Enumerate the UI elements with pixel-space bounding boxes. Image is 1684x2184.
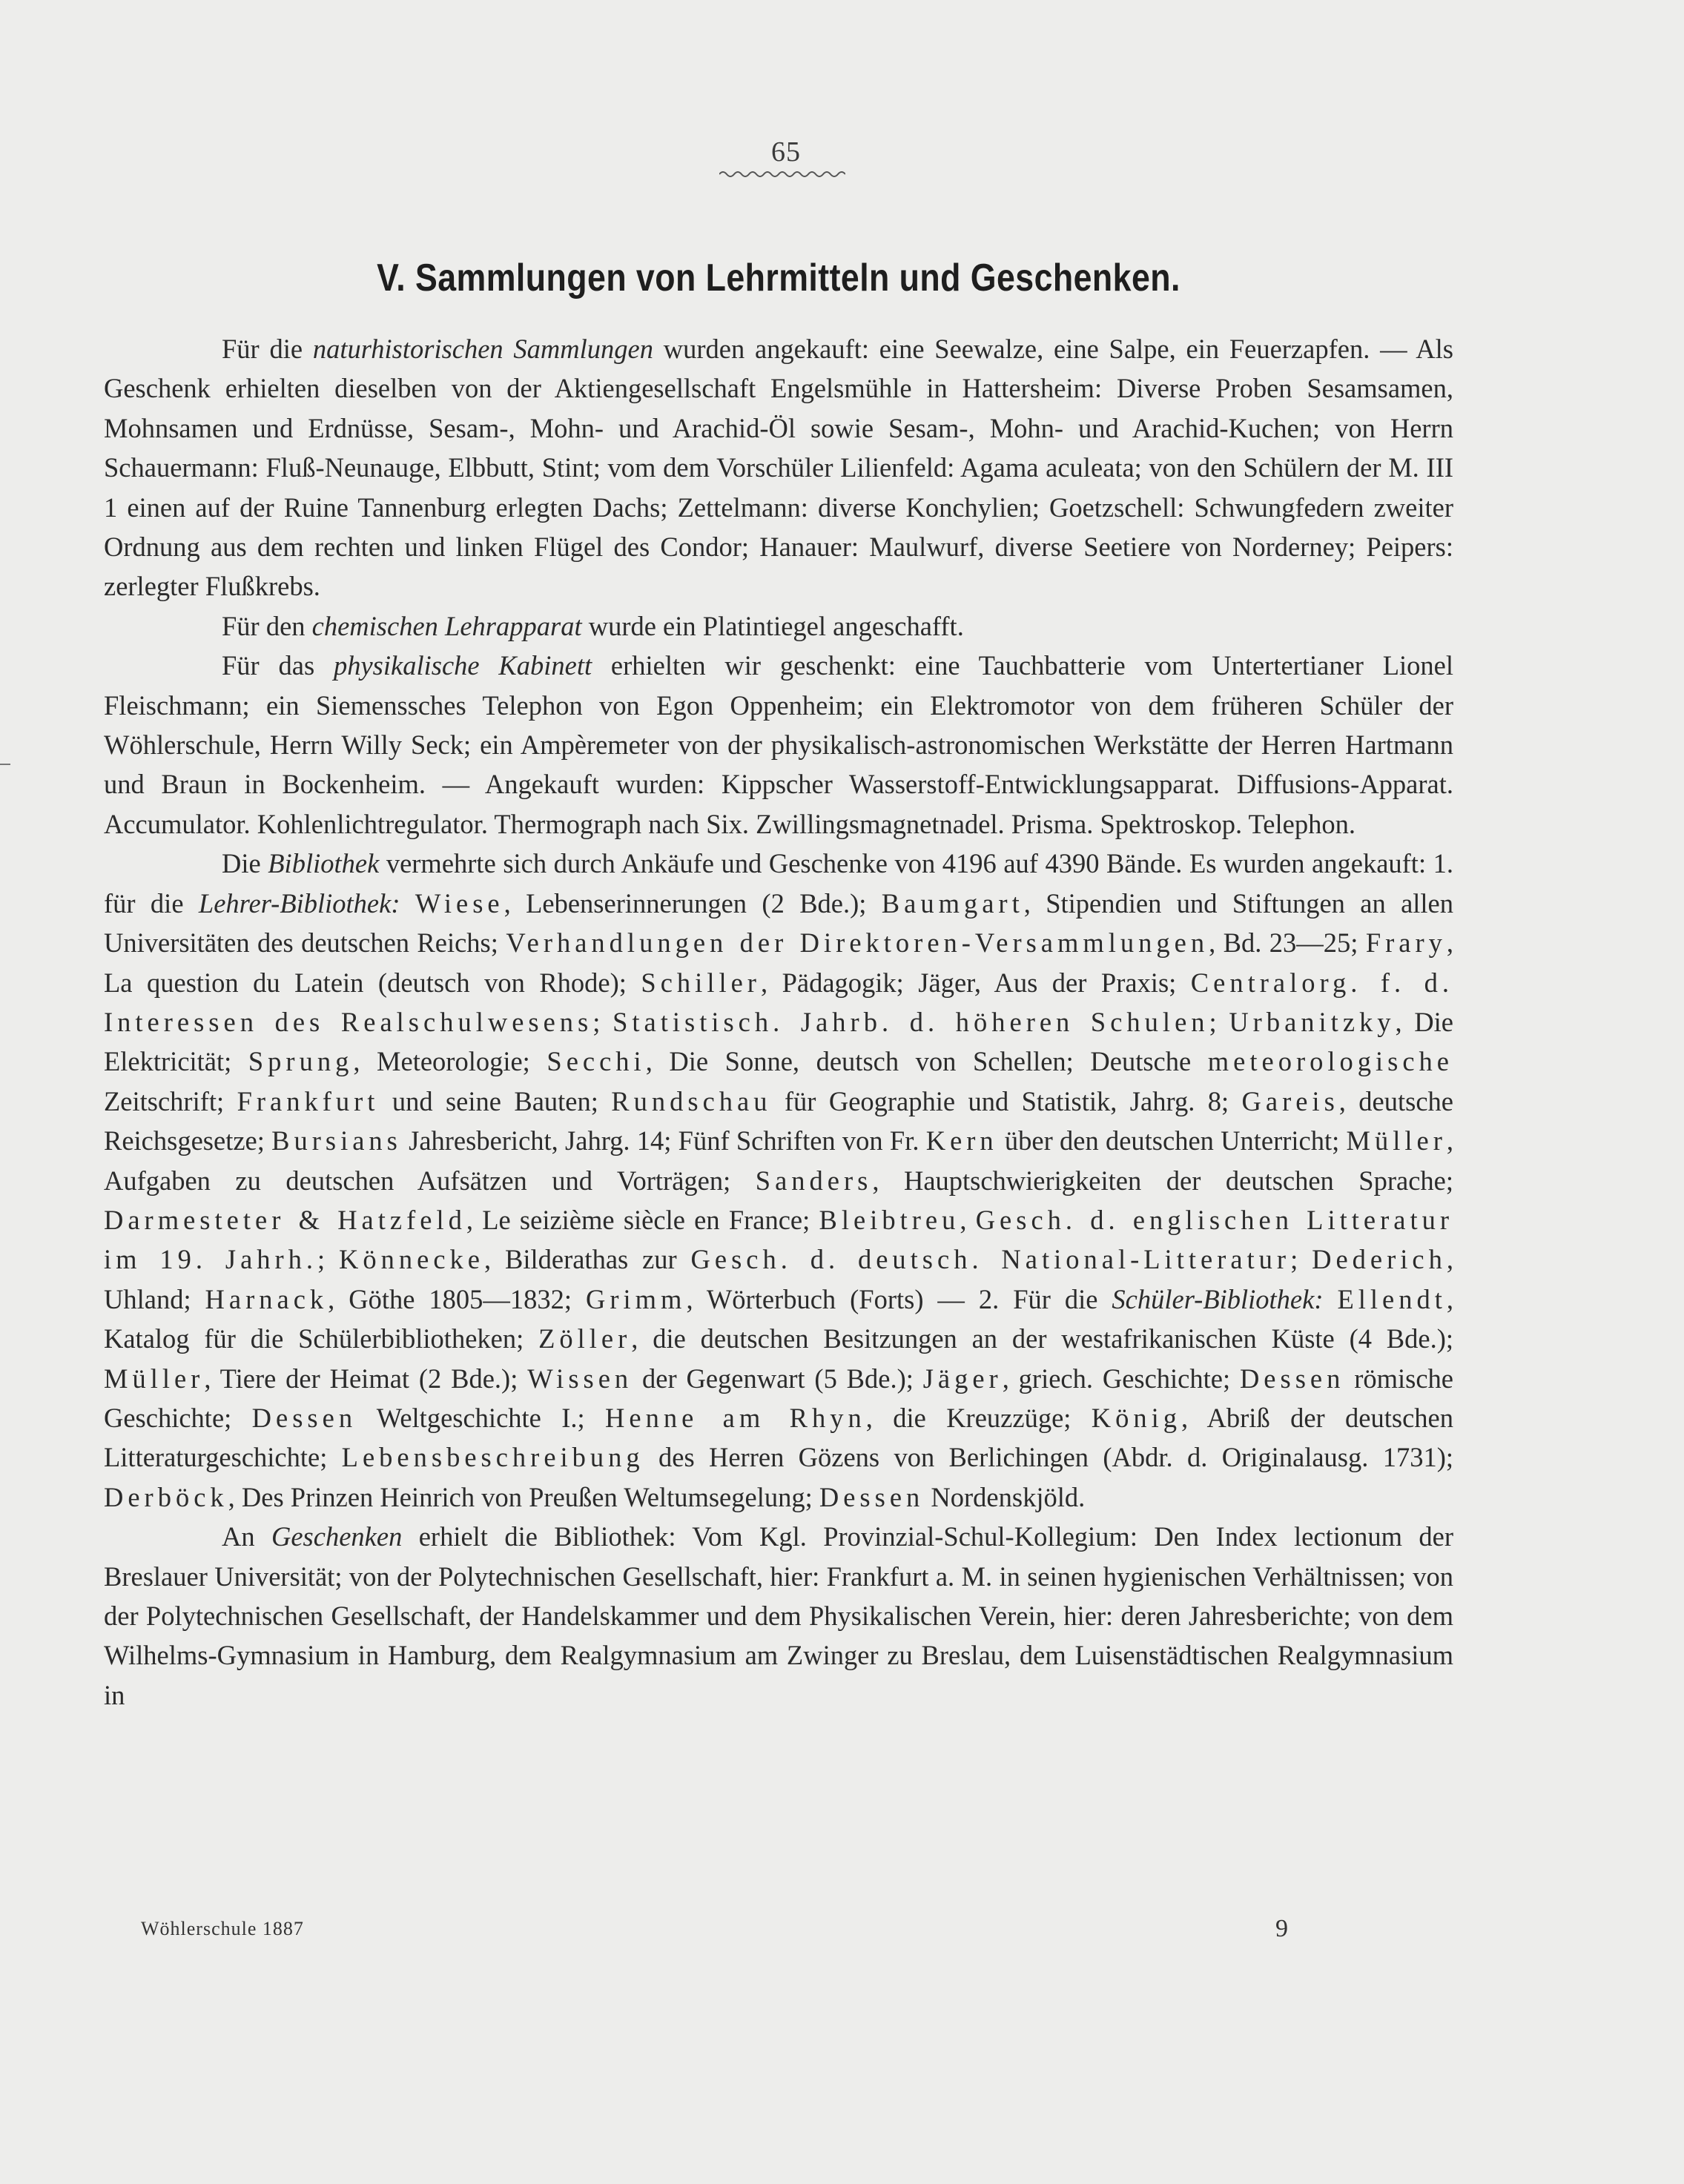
paragraph-physics: Für das physikalische Kabinett erhielten wir geschenkt: eine Tauchbatterie vom Untertertianer Lionel Fleischmann; ein Siemenssches Telephon von Egon Oppenheim; ein Elektromotor von dem früheren Schüler der Wöhlerschule, Herrn Willy Seck; ein Ampèremeter von der physikalisch-astronomischen Werkstätte der Herren Hartmann und Braun in Bockenheim. — Angekauft wurden: Kippscher Wasserstoff-Entwicklungsapparat. Diffusions-Apparat. Accumulator. Kohlenlichtregulator. Thermograph nach Six. Zwillingsmagnetnadel. Prisma. Spektroskop. Telephon. (104, 650, 1453, 839)
paragraph-natural-history: Für die naturhistorischen Sammlungen wurden angekauft: eine Seewalze, eine Salpe, ein Feuerzapfen. — Als Geschenk erhielten dieselben von der Aktiengesellschaft Engelsmühle in Hattersheim: Diverse Proben Sesamsamen, Mohnsamen und Erdnüsse, Sesam-, Mohn- und Arachid-Öl sowie Sesam-, Mohn- und Arachid-Kuchen; von Herrn Schauermann: Fluß-Neunauge, Elbbutt, Stint; vom dem Vorschüler Lilienfeld: Agama aculeata; von den Schülern der M. III 1 einen auf der Ruine Tannenburg erlegten Dachs; Zettelmann: diverse Konchylien; Goetzschell: Schwungfedern zweiter Ordnung aus dem rechten und linken Flügel des Condor; Hanauer: Maulwurf, diverse Seetiere von Norderney; Peipers: zerlegter Flußkrebs. (104, 334, 1454, 602)
paragraph-library: Die Bibliothek vermehrte sich durch Ankäufe und Geschenke von 4196 auf 4390 Bände. Es wurden angekauft: 1. für die Lehrer-Bibliothek: Wiese, Lebenserinnerungen (2 Bde.); Baumgart, Stipendien und Stiftungen an allen Universitäten des deutschen Reichs; Verhandlungen der Direktoren-Versammlungen, Bd. 23—25; Frary, La question du Latein (deutsch von Rhode); Schiller, Pädagogik; Jäger, Aus der Praxis; Centralorg. f. d. Interessen des Realschulwesens; Statistisch. Jahrb. d. höheren Schulen; Urbanitzky, Die Elektricität; Sprung, Meteorologie; Secchi, Die Sonne, deutsch von Schellen; Deutsche meteorologische Zeitschrift; Frankfurt und seine Bauten; Rundschau für Geographie und Statistik, Jahrg. 8; Gareis, deutsche Reichsgesetze; Bursians Jahresbericht, Jahrg. 14; Fünf Schriften von Fr. Kern über den deutschen Unterricht; Müller, Aufgaben zu deutschen Aufsätzen und Vorträgen; Sanders, Hauptschwierigkeiten der deutschen Sprache; Darmesteter & Hatzfeld, Le seizième siècle en France; Bleibtreu, Gesch. d. englischen Litteratur im 19. Jahrh.; Könnecke, Bilderathas zur Gesch. d. deutsch. National-Litteratur; Dederich, Uhland; Harnack, Göthe 1805—1832; Grimm, Wörterbuch (Forts) — 2. Für die Schüler-Bibliothek: Ellendt, Katalog für die Schülerbibliotheken; Zöller, die deutschen Besitzungen an der westafrikanischen Küste (4 Bde.); Müller, Tiere der Heimat (2 Bde.); Wissen der Gegenwart (5 Bde.); Jäger, griech. Geschichte; Dessen römische Geschichte; Dessen Weltgeschichte I.; Henne am Rhyn, die Kreuzzüge; König, Abriß der deutschen Litteraturgeschichte; Lebensbeschreibung des Herren Gözens von Berlichingen (Abdr. d. Originalausg. 1731); Derböck, Des Prinzen Heinrich von Preußen Weltumsegelung; Dessen Nordenskjöld. (104, 848, 1454, 1512)
wavy-ornament-line (719, 169, 845, 179)
footer-sheet-number: 9 (1275, 1915, 1288, 1942)
page-number: 65 (771, 136, 801, 168)
footer-signature: Wöhlerschule 1887 (141, 1918, 304, 1939)
page-edge-mark (0, 764, 10, 765)
section-heading: V. Sammlungen von Lehrmitteln und Geschenken. (377, 257, 1181, 300)
paragraph-gifts: An Geschenken erhielt die Bibliothek: Vom Kgl. Provinzial-Schul-Kollegium: Den Index lectionum der Breslauer Universität; von der Polytechnischen Gesellschaft, hier: Frankfurt a. M. in seinen hygienischen Verhältnissen; von der Polytechnischen Gesellschaft, der Handelskammer und dem Physikalischen Verein, hier: deren Jahresberichte; von dem Wilhelms-Gymnasium in Hamburg, dem Realgymnasium am Zwinger zu Breslau, dem Luisenstädtischen Realgymnasium in (104, 1521, 1453, 1710)
body-text (104, 329, 1453, 1715)
paragraph-chemistry: Für den chemischen Lehrapparat wurde ein Platintiegel angeschafft. (222, 610, 964, 641)
